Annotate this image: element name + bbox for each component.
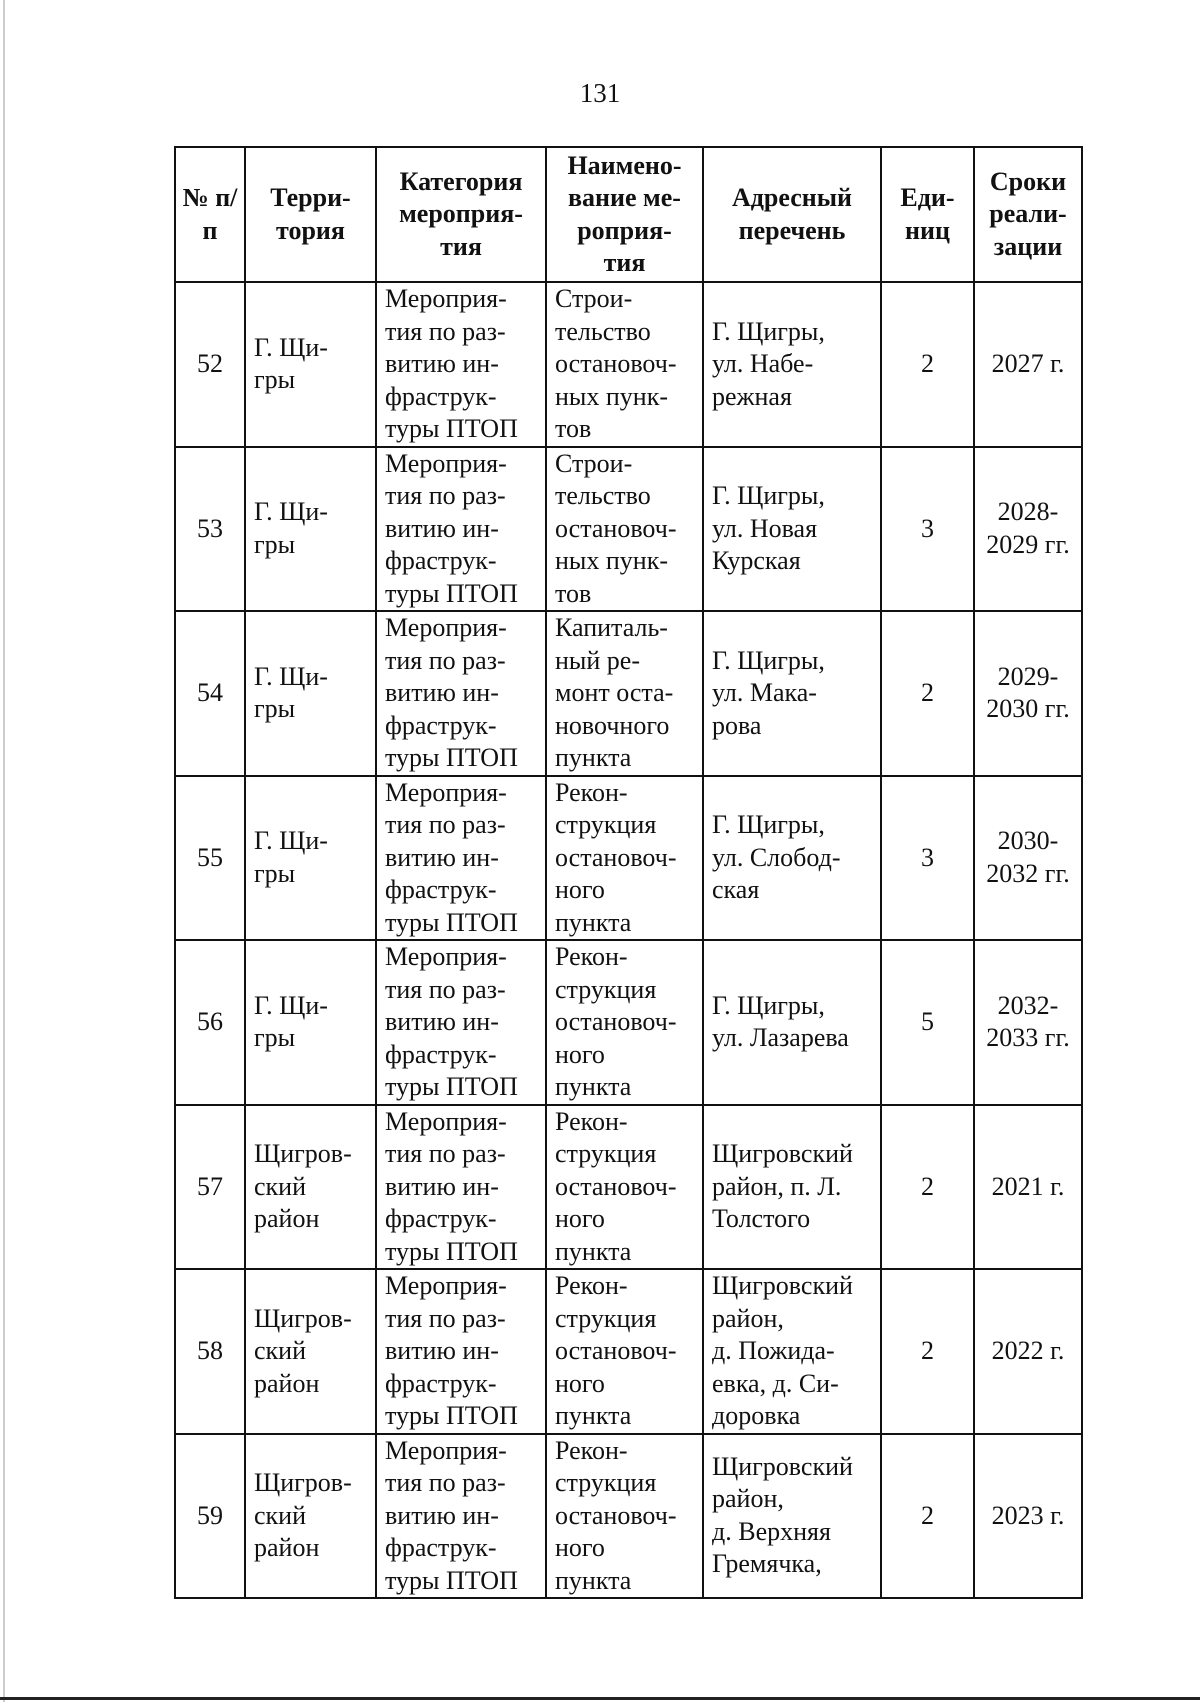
table-row bbox=[175, 940, 1082, 1105]
address-cell bbox=[703, 282, 881, 447]
dates-cell-text: 2027 г. bbox=[991, 349, 1065, 378]
dates-cell-text: 2032- 2033 гг. bbox=[986, 990, 1070, 1053]
units-cell bbox=[881, 1434, 974, 1599]
measure-name-cell-text: Строи- тельство остановоч- ных пунк- тов bbox=[555, 284, 677, 443]
row-number-cell-text: 58 bbox=[197, 1336, 223, 1365]
header-cell-number: № п/п bbox=[175, 147, 245, 282]
row-number-cell-text: 55 bbox=[197, 842, 223, 872]
table-header-row bbox=[175, 147, 1082, 282]
dates-cell-text: 2030- 2032 гг. bbox=[986, 826, 1070, 888]
address-cell-text: Г. Щигры, ул. Новая Курская bbox=[712, 481, 825, 575]
category-cell bbox=[376, 1269, 546, 1434]
units-cell bbox=[881, 776, 974, 941]
measure-name-cell bbox=[546, 1434, 703, 1599]
header-cell-address: Адресный перечень bbox=[703, 147, 881, 282]
category-cell bbox=[376, 282, 546, 447]
units-cell-text: 5 bbox=[921, 1007, 934, 1036]
address-cell bbox=[703, 940, 881, 1105]
territory-cell-text: Г. Щи- гры bbox=[254, 332, 328, 395]
units-cell-text: 2 bbox=[921, 1500, 934, 1530]
address-cell-text: Щигровский район, п. Л. Толстого bbox=[712, 1139, 853, 1233]
address-cell bbox=[703, 1269, 881, 1434]
measure-name-cell bbox=[546, 611, 703, 776]
row-number-cell bbox=[175, 282, 245, 447]
territory-cell-text: Г. Щи- гры bbox=[254, 497, 328, 559]
row-number-cell-text: 54 bbox=[197, 678, 223, 707]
dates-cell bbox=[974, 1269, 1082, 1434]
units-cell bbox=[881, 940, 974, 1105]
table-row bbox=[175, 1105, 1082, 1270]
address-cell-text: Г. Щигры, ул. Слобод- ская bbox=[712, 810, 841, 904]
units-cell-text: 2 bbox=[921, 678, 934, 707]
measure-name-cell bbox=[546, 447, 703, 612]
territory-cell bbox=[245, 940, 376, 1105]
territory-cell-text: Г. Щи- гры bbox=[254, 826, 328, 888]
territory-cell bbox=[245, 447, 376, 612]
units-cell bbox=[881, 447, 974, 612]
table-row bbox=[175, 1269, 1082, 1434]
units-cell-text: 3 bbox=[921, 842, 934, 872]
territory-cell-text: Щигров- ский район bbox=[254, 1139, 352, 1233]
territory-cell bbox=[245, 1434, 376, 1599]
category-cell bbox=[376, 447, 546, 612]
category-cell bbox=[376, 1105, 546, 1270]
dates-cell bbox=[974, 447, 1082, 612]
header-cell-units: Еди- ниц bbox=[881, 147, 974, 282]
territory-cell-text: Щигров- ский район bbox=[254, 1468, 352, 1562]
address-cell-text: Г. Щигры, ул. Лазарева bbox=[712, 990, 849, 1053]
table-row bbox=[175, 282, 1082, 447]
measure-name-cell-text: Строи- тельство остановоч- ных пунк- тов bbox=[555, 448, 677, 608]
header-cell-territory: Терри- тория bbox=[245, 147, 376, 282]
category-cell-text: Мероприя- тия по раз- витию ин- фраструк- туры ПТОП bbox=[385, 448, 518, 608]
measure-name-cell-text: Рекон- струкция остановоч- ного пункта bbox=[555, 1271, 677, 1430]
page-number: 131 bbox=[579, 78, 621, 108]
header-cell-name: Наимено- вание ме- роприя- тия bbox=[546, 147, 703, 282]
header-cell-category: Категория мероприя- тия bbox=[376, 147, 546, 282]
scan-edge bbox=[3, 0, 5, 1702]
row-number-cell-text: 59 bbox=[197, 1500, 223, 1530]
table-row bbox=[175, 611, 1082, 776]
row-number-cell-text: 53 bbox=[197, 513, 223, 543]
territory-cell bbox=[245, 1105, 376, 1270]
table-row bbox=[175, 1434, 1082, 1599]
category-cell bbox=[376, 940, 546, 1105]
measure-name-cell-text: Рекон- струкция остановоч- ного пункта bbox=[555, 942, 677, 1101]
row-number-cell-text: 52 bbox=[197, 349, 223, 378]
territory-cell bbox=[245, 611, 376, 776]
category-cell-text: Мероприя- тия по раз- витию ин- фраструк- туры ПТОП bbox=[385, 942, 518, 1101]
address-cell bbox=[703, 447, 881, 612]
units-cell bbox=[881, 282, 974, 447]
category-cell bbox=[376, 1434, 546, 1599]
units-cell bbox=[881, 611, 974, 776]
address-cell bbox=[703, 1105, 881, 1270]
category-cell-text: Мероприя- тия по раз- витию ин- фраструк- туры ПТОП bbox=[385, 1271, 518, 1430]
dates-cell bbox=[974, 1434, 1082, 1599]
row-number-cell bbox=[175, 1269, 245, 1434]
category-cell-text: Мероприя- тия по раз- витию ин- фраструк- туры ПТОП bbox=[385, 777, 518, 937]
dates-cell-text: 2021 г. bbox=[991, 1171, 1065, 1201]
units-cell-text: 2 bbox=[921, 1336, 934, 1365]
row-number-cell-text: 56 bbox=[197, 1007, 223, 1036]
measure-name-cell bbox=[546, 776, 703, 941]
row-number-cell bbox=[175, 611, 245, 776]
measure-name-cell-text: Рекон- струкция остановоч- ного пункта bbox=[555, 1106, 677, 1266]
measure-name-cell bbox=[546, 1105, 703, 1270]
address-cell-text: Щигровский район, д. Верхняя Гремячка, bbox=[712, 1451, 853, 1579]
measure-name-cell-text: Рекон- струкция остановоч- ного пункта bbox=[555, 1435, 677, 1595]
measure-name-cell bbox=[546, 282, 703, 447]
dates-cell bbox=[974, 282, 1082, 447]
scan-bottom-edge bbox=[0, 1697, 1200, 1700]
row-number-cell bbox=[175, 940, 245, 1105]
measure-name-cell-text: Рекон- струкция остановоч- ного пункта bbox=[555, 777, 677, 937]
dates-cell-text: 2028- 2029 гг. bbox=[986, 497, 1070, 559]
row-number-cell bbox=[175, 776, 245, 941]
table-row bbox=[175, 447, 1082, 612]
dates-cell bbox=[974, 611, 1082, 776]
territory-cell bbox=[245, 1269, 376, 1434]
dates-cell-text: 2022 г. bbox=[991, 1336, 1065, 1365]
units-cell-text: 3 bbox=[921, 513, 934, 543]
territory-cell-text: Г. Щи- гры bbox=[254, 990, 328, 1053]
address-cell bbox=[703, 776, 881, 941]
category-cell-text: Мероприя- тия по раз- витию ин- фраструк- туры ПТОП bbox=[385, 1435, 518, 1595]
category-cell-text: Мероприя- тия по раз- витию ин- фраструк- туры ПТОП bbox=[385, 613, 518, 772]
category-cell bbox=[376, 776, 546, 941]
dates-cell-text: 2023 г. bbox=[991, 1500, 1065, 1530]
measure-name-cell bbox=[546, 940, 703, 1105]
dates-cell bbox=[974, 940, 1082, 1105]
address-cell-text: Г. Щигры, ул. Мака- рова bbox=[712, 645, 825, 740]
units-cell bbox=[881, 1105, 974, 1270]
measures-table bbox=[174, 146, 1083, 1599]
table-row bbox=[175, 776, 1082, 941]
header-cell-dates: Сроки реали- зации bbox=[974, 147, 1082, 282]
measure-name-cell bbox=[546, 1269, 703, 1434]
measure-name-cell-text: Капиталь- ный ре- монт оста- новочного пункта bbox=[555, 613, 674, 772]
row-number-cell bbox=[175, 447, 245, 612]
units-cell-text: 2 bbox=[921, 349, 934, 378]
address-cell bbox=[703, 611, 881, 776]
dates-cell bbox=[974, 1105, 1082, 1270]
address-cell-text: Щигровский район, д. Пожида- евка, д. Си- доровка bbox=[712, 1271, 853, 1430]
territory-cell bbox=[245, 776, 376, 941]
dates-cell-text: 2029- 2030 гг. bbox=[986, 661, 1070, 724]
units-cell bbox=[881, 1269, 974, 1434]
category-cell-text: Мероприя- тия по раз- витию ин- фраструк- туры ПТОП bbox=[385, 284, 518, 443]
dates-cell bbox=[974, 776, 1082, 941]
territory-cell-text: Щигров- ский район bbox=[254, 1303, 352, 1398]
territory-cell-text: Г. Щи- гры bbox=[254, 661, 328, 724]
row-number-cell bbox=[175, 1434, 245, 1599]
row-number-cell-text: 57 bbox=[197, 1171, 223, 1201]
units-cell-text: 2 bbox=[921, 1171, 934, 1201]
address-cell bbox=[703, 1434, 881, 1599]
category-cell-text: Мероприя- тия по раз- витию ин- фраструк- туры ПТОП bbox=[385, 1106, 518, 1266]
row-number-cell bbox=[175, 1105, 245, 1270]
territory-cell bbox=[245, 282, 376, 447]
category-cell bbox=[376, 611, 546, 776]
address-cell-text: Г. Щигры, ул. Набе- режная bbox=[712, 316, 825, 411]
